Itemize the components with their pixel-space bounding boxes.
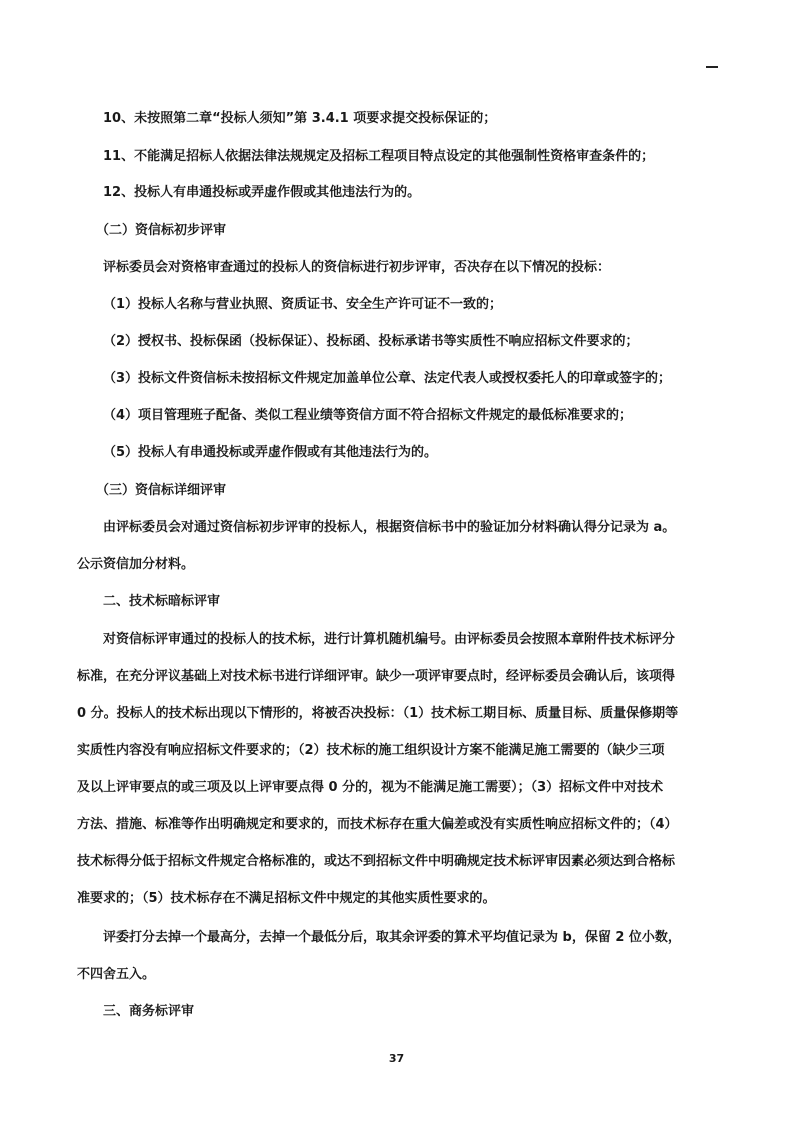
text-line: 10、未按照第二章“投标人须知”第 3.4.1 项要求提交投标保证的； xyxy=(103,111,497,126)
header-mark xyxy=(706,66,718,68)
text-line: 12、投标人有串通投标或弄虚作假或其他违法行为的。 xyxy=(103,185,421,200)
section-heading: （二）资信标初步评审 xyxy=(96,223,227,238)
text-line: 公示资信加分材料。 xyxy=(77,557,195,572)
text-line: （5）投标人有串通投标或弄虚作假或有其他违法行为的。 xyxy=(103,445,438,460)
section-heading: 二、技术标暗标评审 xyxy=(103,594,221,609)
text-line: 方法、措施、标准等作出明确规定和要求的，而技术标存在重大偏差或没有实质性响应招标文件的；（4） xyxy=(77,817,678,832)
text-line: （4）项目管理班子配备、类似工程业绩等资信方面不符合招标文件规定的最低标准要求的； xyxy=(103,408,633,423)
text-line: （2）授权书、投标保函（投标保证）、投标函、投标承诺书等实质性不响应招标文件要求的； xyxy=(103,334,639,349)
text-line: （3）投标文件资信标未按招标文件规定加盖单位公章、法定代表人或授权委托人的印章或签字的； xyxy=(103,371,672,386)
text-line: 评委打分去掉一个最高分，去掉一个最低分后，取其余评委的算术平均值记录为 b，保留 2 位小数， xyxy=(103,930,681,945)
section-heading: 三、商务标评审 xyxy=(103,1004,195,1019)
text-line: 技术标得分低于招标文件规定合格标准的，或达不到招标文件中明确规定技术标评审因素必须达到合格标 xyxy=(77,854,676,869)
section-heading: （三）资信标详细评审 xyxy=(96,483,227,498)
text-line: 准要求的；（5）技术标存在不满足招标文件中规定的其他实质性要求的。 xyxy=(77,891,496,906)
text-line: 由评标委员会对通过资信标初步评审的投标人，根据资信标书中的验证加分材料确认得分记录为 a。 xyxy=(103,520,676,535)
text-line: 标准，在充分评议基础上对技术标书进行详细评审。缺少一项评审要点时，经评标委员会确认后，该项得 xyxy=(77,669,676,684)
text-line: 及以上评审要点的或三项及以上评审要点得 0 分的，视为不能满足施工需要）；（3）招标文件中对技术 xyxy=(77,780,664,795)
page-number: 37 xyxy=(388,1052,405,1065)
text-line: 0 分。投标人的技术标出现以下情形的，将被否决投标：（1）技术标工期目标、质量目标、质量保修期等 xyxy=(77,706,679,721)
text-line: 对资信标评审通过的投标人的技术标，进行计算机随机编号。由评标委员会按照本章附件技术标评分 xyxy=(103,632,676,647)
text-line: （1）投标人名称与营业执照、资质证书、安全生产许可证不一致的； xyxy=(103,297,503,312)
text-line: 评标委员会对资格审查通过的投标人的资信标进行初步评审，否决存在以下情况的投标： xyxy=(103,260,611,275)
text-line: 实质性内容没有响应招标文件要求的；（2）技术标的施工组织设计方案不能满足施工需要的（缺少三项 xyxy=(77,743,665,758)
text-line: 不四舍五入。 xyxy=(77,967,156,982)
text-line: 11、不能满足招标人依据法律法规规定及招标工程项目特点设定的其他强制性资格审查条件的； xyxy=(103,149,655,164)
